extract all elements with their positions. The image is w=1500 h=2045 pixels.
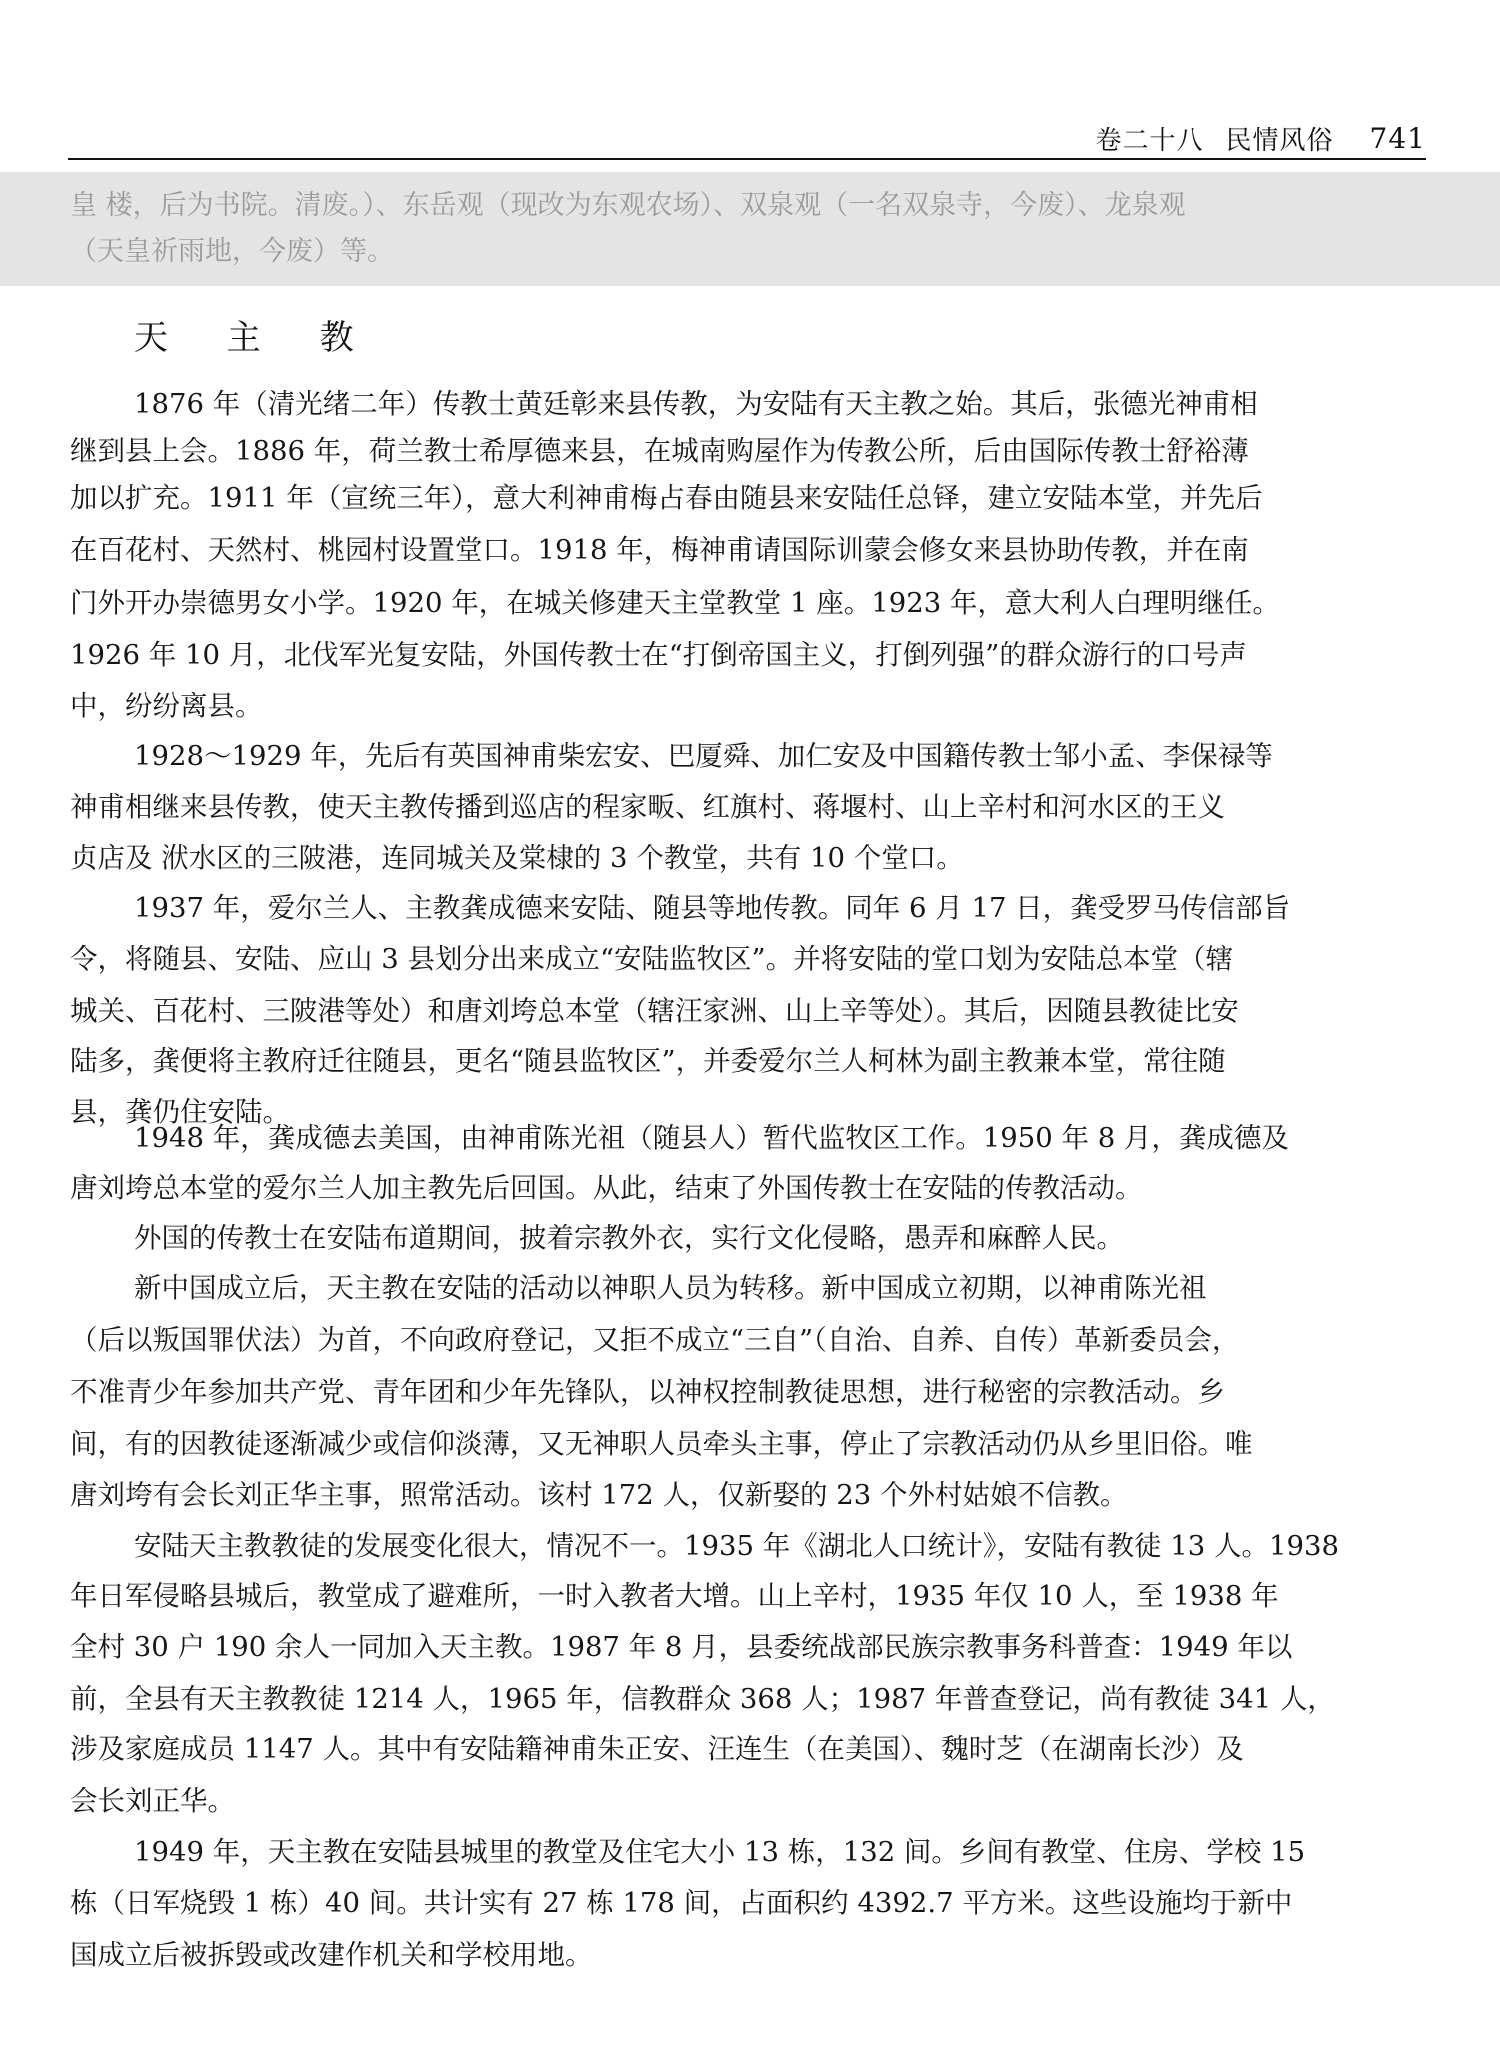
body-line: 门外开办崇德男女小学。1920 年，在城关修建天主堂教堂 1 座。1923 年，意大利人白理明继任。 bbox=[70, 587, 1280, 619]
body-line: 唐刘垮总本堂的爱尔兰人加主教先后回国。从此，结束了外国传教士在安陆的传教活动。 bbox=[70, 1172, 1143, 1204]
body-line: 年日军侵略县城后，教堂成了避难所，一时入教者大增。山上辛村，1935 年仅 10 人，至 1938 年 bbox=[70, 1580, 1279, 1612]
body-line: 陆多，龚便将主教府迁往随县，更名“随县监牧区”，并委爱尔兰人柯林为副主教兼本堂，常往随 bbox=[70, 1045, 1226, 1077]
carryover-text-band bbox=[0, 172, 1500, 286]
body-line: 栋（日军烧毁 1 栋）40 间。共计实有 27 栋 178 间，占面积约 4392.7 平方米。这些设施均于新中 bbox=[70, 1887, 1293, 1919]
running-header bbox=[68, 118, 1426, 160]
body-line: 县，龚仍住安陆。 bbox=[70, 1096, 290, 1128]
body-line: 不准青少年参加共产党、青年团和少年先锋队，以神权控制教徒思想，进行秘密的宗教活动。乡 bbox=[70, 1376, 1225, 1408]
body-line: 涉及家庭成员 1147 人。其中有安陆籍神甫朱正安、汪连生（在美国）、魏时芝（在湖南长沙）及 bbox=[70, 1733, 1244, 1765]
body-line: 贞店及 洑水区的三陂港，连同城关及棠棣的 3 个教堂，共有 10 个堂口。 bbox=[70, 842, 964, 874]
body-line: 全村 30 户 190 余人一同加入天主教。1987 年 8 月，县委统战部民族宗教事务科普查：1949 年以 bbox=[70, 1631, 1293, 1663]
body-line: 1928～1929 年，先后有英国神甫柴宏安、巴厦舜、加仁安及中国籍传教士邹小孟、李保禄等 bbox=[134, 740, 1273, 772]
body-line: 1948 年，龚成德去美国，由神甫陈光祖（随县人）暂代监牧区工作。1950 年 8 月，龚成德及 bbox=[134, 1122, 1289, 1154]
carryover-line: 皇 楼，后为书院。清废。）、东岳观（现改为东观农场）、双泉观（一名双泉寺，今废）、龙泉观 bbox=[70, 190, 1186, 221]
volume-label: 卷二十八 bbox=[1095, 125, 1204, 156]
section-title: 天 主 教 bbox=[134, 318, 378, 358]
body-line: 1949 年，天主教在安陆县城里的教堂及住宅大小 13 栋，132 间。乡间有教堂、住房、学校 15 bbox=[134, 1836, 1306, 1868]
body-line: 1926 年 10 月，北伐军光复安陆，外国传教士在“打倒帝国主义，打倒列强”的群众游行的口号声 bbox=[70, 639, 1247, 671]
body-line: 安陆天主教教徒的发展变化很大，情况不一。1935 年《湖北人口统计》，安陆有教徒 13 人。1938 bbox=[134, 1530, 1339, 1562]
body-line: 唐刘垮有会长刘正华主事，照常活动。该村 172 人，仅新娶的 23 个外村姑娘不信教。 bbox=[70, 1479, 1128, 1511]
body-line: 1937 年，爱尔兰人、主教龚成德来安陆、随县等地传教。同年 6 月 17 日，龚受罗马传信部旨 bbox=[134, 892, 1291, 924]
body-line: 会长刘正华。 bbox=[70, 1785, 235, 1817]
body-line: （后以叛国罪伏法）为首，不向政府登记，又拒不成立“三自”（自治、自养、自传）革新委员会， bbox=[70, 1324, 1240, 1356]
body-line: 1876 年（清光绪二年）传教士黄廷彰来县传教，为安陆有天主教之始。其后，张德光神甫相 bbox=[134, 388, 1258, 420]
carryover-line: （天皇祈雨地，今废）等。 bbox=[70, 236, 394, 267]
body-line: 神甫相继来县传教，使天主教传播到巡店的程家畈、红旗村、蒋堰村、山上辛村和河水区的王义 bbox=[70, 791, 1225, 823]
chapter-label: 民情风俗 bbox=[1225, 125, 1334, 156]
page-number: 741 bbox=[1369, 121, 1426, 155]
body-line: 间，有的因教徒逐渐减少或信仰淡薄，又无神职人员牵头主事，停止了宗教活动仍从乡里旧俗。唯 bbox=[70, 1428, 1253, 1460]
body-line: 在百花村、天然村、桃园村设置堂口。1918 年，梅神甫请国际训蒙会修女来县协助传教，并在南 bbox=[70, 534, 1249, 566]
body-line: 中，纷纷离县。 bbox=[70, 690, 263, 722]
body-line: 继到县上会。1886 年，荷兰教士希厚德来县，在城南购屋作为传教公所，后由国际传教士舒裕薄 bbox=[70, 435, 1249, 467]
body-line: 外国的传教士在安陆布道期间，披着宗教外衣，实行文化侵略，愚弄和麻醉人民。 bbox=[134, 1222, 1124, 1254]
body-line: 城关、百花村、三陂港等处）和唐刘垮总本堂（辖汪家洲、山上辛等处）。其后，因随县教徒比安 bbox=[70, 995, 1239, 1027]
body-line: 国成立后被拆毁或改建作机关和学校用地。 bbox=[70, 1939, 593, 1971]
body-line: 令，将随县、安陆、应山 3 县划分出来成立“安陆监牧区”。并将安陆的堂口划为安陆总本堂（辖 bbox=[70, 943, 1234, 975]
body-line: 新中国成立后，天主教在安陆的活动以神职人员为转移。新中国成立初期，以神甫陈光祖 bbox=[134, 1272, 1207, 1304]
body-line: 前，全县有天主教教徒 1214 人，1965 年，信教群众 368 人；1987 年普查登记，尚有教徒 341 人， bbox=[70, 1683, 1335, 1715]
body-line: 加以扩充。1911 年（宣统三年），意大利神甫梅占春由随县来安陆任总铎，建立安陆本堂，并先后 bbox=[70, 482, 1263, 514]
